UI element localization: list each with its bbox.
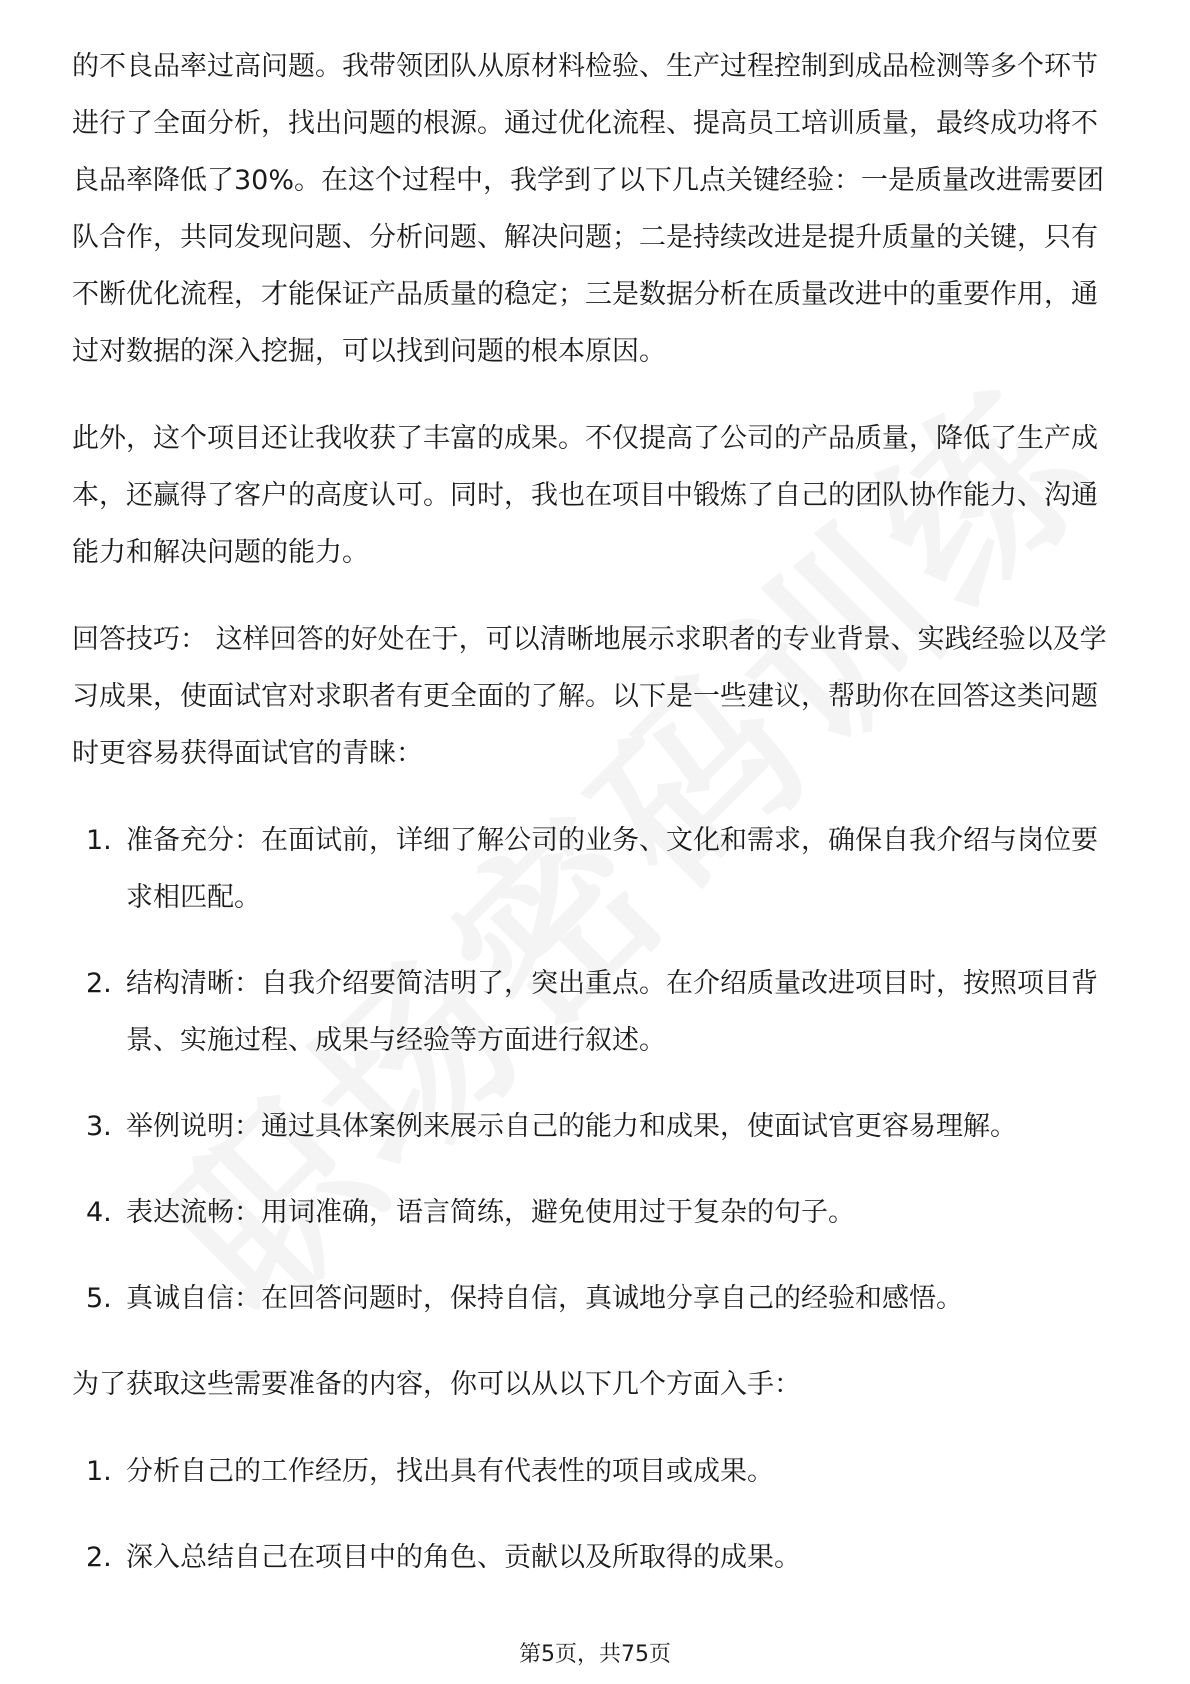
paragraph-achievements: 此外，这个项目还让我收获了丰富的成果。不仅提高了公司的产品质量，降低了生产成本，还赢得了客户的高度认可。同时，我也在项目中锻炼了自己的团队协作能力、沟通能力和解决问题的能力。: [72, 423, 1098, 568]
list-number: 1.: [86, 825, 112, 856]
list-item-text: 结构清晰：自我介绍要简洁明了，突出重点。在介绍质量改进项目时，按照项目背景、实施过程、成果与经验等方面进行叙述。: [126, 968, 1098, 1056]
list-item-text: 深入总结自己在项目中的角色、贡献以及所取得的成果。: [126, 1542, 801, 1573]
list-number: 2.: [86, 1542, 112, 1573]
list-number: 3.: [86, 1111, 112, 1142]
tips-list: [72, 812, 1118, 1327]
list-number: 4.: [86, 1197, 112, 1228]
list-item-text: 准备充分：在面试前，详细了解公司的业务、文化和需求，确保自我介绍与岗位要求相匹配。: [126, 825, 1098, 913]
document-body: [72, 38, 1118, 1615]
list-item: [72, 1098, 1118, 1155]
list-number: 1.: [86, 1456, 112, 1487]
list-number: 5.: [86, 1283, 112, 1314]
steps-list: [72, 1443, 1118, 1586]
list-item-text: 分析自己的工作经历，找出具有代表性的项目或成果。: [126, 1456, 774, 1487]
list-item: [72, 1270, 1118, 1327]
list-item: [72, 1184, 1118, 1241]
page-footer: 第5页，共75页: [519, 1642, 671, 1667]
list-item-text: 真诚自信：在回答问题时，保持自信，真诚地分享自己的经验和感悟。: [126, 1283, 963, 1314]
list-item-text: 表达流畅：用词准确，语言简练，避免使用过于复杂的句子。: [126, 1197, 855, 1228]
list-item: [72, 1529, 1118, 1586]
paragraph-answer-tips: 回答技巧： 这样回答的好处在于，可以清晰地展示求职者的专业背景、实践经验以及学习成果，使面试官对求职者有更全面的了解。以下是一些建议，帮助你在回答这类问题时更容易获得面试官的青睐：: [72, 624, 1107, 769]
paragraph-project-summary: 的不良品率过高问题。我带领团队从原材料检验、生产过程控制到成品检测等多个环节进行了全面分析，找出问题的根源。通过优化流程、提高员工培训质量，最终成功将不良品率降低了30%。在这个过程中，我学到了以下几点关键经验：一是质量改进需要团队合作，共同发现问题、分析问题、解决问题；二是持续改进是提升质量的关键，只有不断优化流程，才能保证产品质量的稳定；三是数据分析在质量改进中的重要作用，通过对数据的深入挖掘，可以找到问题的根本原因。: [72, 51, 1105, 367]
list-item: [72, 955, 1118, 1069]
list-item-text: 举例说明：通过具体案例来展示自己的能力和成果，使面试官更容易理解。: [126, 1111, 1017, 1142]
list-number: 2.: [86, 968, 112, 999]
list-item: [72, 1443, 1118, 1500]
list-item: [72, 812, 1118, 926]
paragraph-preparation-intro: 为了获取这些需要准备的内容，你可以从以下几个方面入手：: [72, 1369, 801, 1400]
